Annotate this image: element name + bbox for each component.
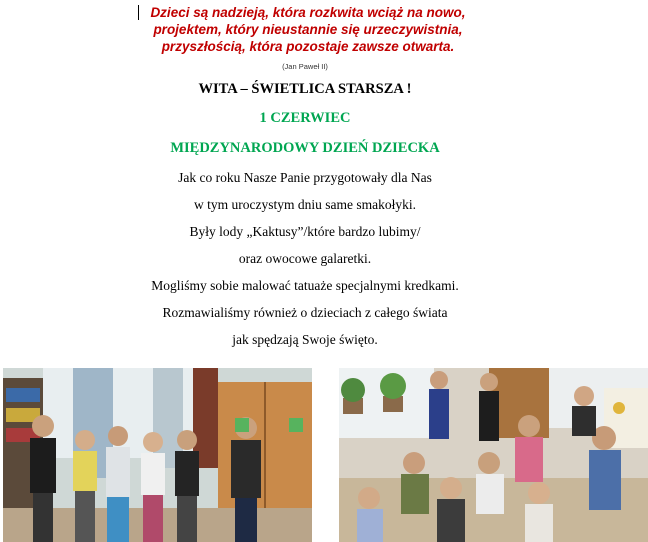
body-line: jak spędzają Swoje święto. <box>232 332 378 347</box>
body-line: Mogliśmy sobie malować tatuaże specjalnymi kredkami. <box>151 278 459 293</box>
quote-author: (Jan Paweł II) <box>282 62 328 71</box>
quote-block <box>138 4 478 55</box>
text-cursor <box>138 5 139 20</box>
photo-children-standing <box>3 368 312 542</box>
event-name: MIĘDZYNARODOWY DZIEŃ DZIECKA <box>170 140 440 156</box>
body-line: w tym uroczystym dniu same smakołyki. <box>194 197 416 212</box>
quote-line: przyszłością, która pozostaje zawsze otwarta. <box>161 39 455 54</box>
body-line: oraz owocowe galaretki. <box>238 251 372 266</box>
quote-line: projektem, który nieustannie się urzeczywistnia, <box>153 22 463 37</box>
body-line: Były lody „Kaktusy”/które bardzo lubimy/ <box>189 224 421 239</box>
quote-line: Dzieci są nadzieją, która rozkwita wciąż na nowo, <box>150 5 466 20</box>
body-line: Jak co roku Nasze Panie przygotowały dla Nas <box>178 170 432 185</box>
photo-children-sitting <box>339 368 648 542</box>
event-date: 1 CZERWIEC <box>259 110 351 126</box>
page-title: WITA – ŚWIETLICA STARSZA ! <box>198 81 412 97</box>
body-line: Rozmawialiśmy również o dzieciach z całego świata <box>162 305 448 320</box>
